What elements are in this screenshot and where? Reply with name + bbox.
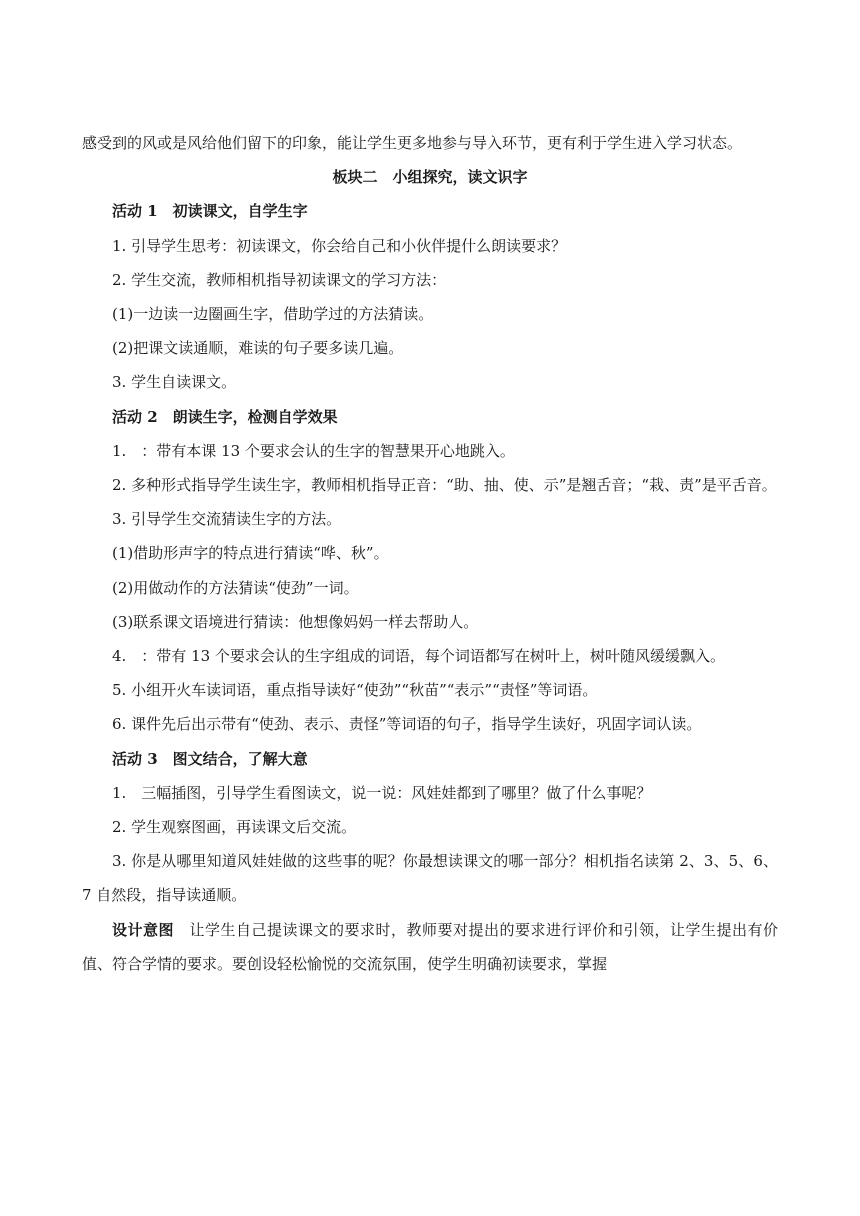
intro-paragraph (82, 126, 778, 160)
paragraph: 3. 引导学生交流猜读生字的方法。 (112, 510, 342, 529)
paragraph: (2)用做动作的方法猜读“使劲”一词。 (112, 578, 359, 597)
section-title: 板块二 小组探究，读文识字 (332, 168, 528, 187)
intro-line-2: 习状态。 (682, 134, 743, 152)
paragraph: 6. 课件先后出示带有“使劲、表示、责怪”等词语的句子，指导学生读好，巩固字词认读。 (112, 715, 702, 734)
activity-1-title: 活动 1 初读课文，自学生字 (112, 202, 308, 221)
paragraph: (1)一边读一边圈画生字，借助学过的方法猜读。 (112, 305, 434, 324)
paragraph: 1. 三幅插图，引导学生看图读文，说一说：风娃娃都到了哪里？做了什么事呢？ (112, 783, 652, 802)
paragraph: 2. 学生交流，教师相机指导初读课文的学习方法： (112, 270, 447, 289)
intro-line-1: 感受到的风或是风给他们留下的印象，能让学生更多地参与导入环节，更有利于学生进入学 (82, 134, 683, 152)
paragraph: 1. ：带有本课 13 个要求会认的生字的智慧果开心地跳入。 (112, 441, 515, 460)
paragraph: (1)借助形声字的特点进行猜读“哗、秋”。 (112, 544, 389, 563)
paragraph: 2. 多种形式指导学生读生字，教师相机指导正音：“助、抽、使、示”是翘舌音；“栽、责”是平舌音。 (112, 476, 777, 495)
paragraph: 1. 引导学生思考：初读课文，你会给自己和小伙伴提什么朗读要求？ (112, 236, 567, 255)
design-intent-text: 让学生自己提读课文的要求时，教师要对提出的要求进行评价和引领，让学生提出有价值、符合学情的要求。要创设轻松愉悦的交流氛围，使学生明确初读要求，掌握 (82, 920, 778, 973)
design-intent-paragraph (82, 913, 778, 981)
activity-3-title: 活动 3 图文结合，了解大意 (112, 749, 308, 768)
paragraph: (3)联系课文语境进行猜读：他想像妈妈一样去帮助人。 (112, 612, 479, 631)
document-page (82, 126, 778, 981)
paragraph: 3. 学生自读课文。 (112, 373, 237, 392)
activity-2-title: 活动 2 朗读生字，检测自学效果 (112, 407, 338, 426)
paragraph: 3. 你是从哪里知道风娃娃做的这些事的呢？你最想读课文的哪一部分？相机指名读第 2、3、5、6、7 自然段，指导读通顺。 (82, 852, 778, 905)
paragraph: (2)把课文读通顺，难读的句子要多读几遍。 (112, 339, 404, 358)
paragraph: 5. 小组开火车读词语，重点指导读好“使劲”“秋苗”“表示”“责怪”等词语。 (112, 681, 598, 700)
paragraph: 2. 学生观察图画，再读课文后交流。 (112, 818, 357, 837)
paragraph: 4. ：带有 13 个要求会认的生字组成的词语，每个词语都写在树叶上，树叶随风缓缓飘入。 (112, 647, 725, 666)
design-intent-label: 设计意图 (112, 920, 174, 939)
